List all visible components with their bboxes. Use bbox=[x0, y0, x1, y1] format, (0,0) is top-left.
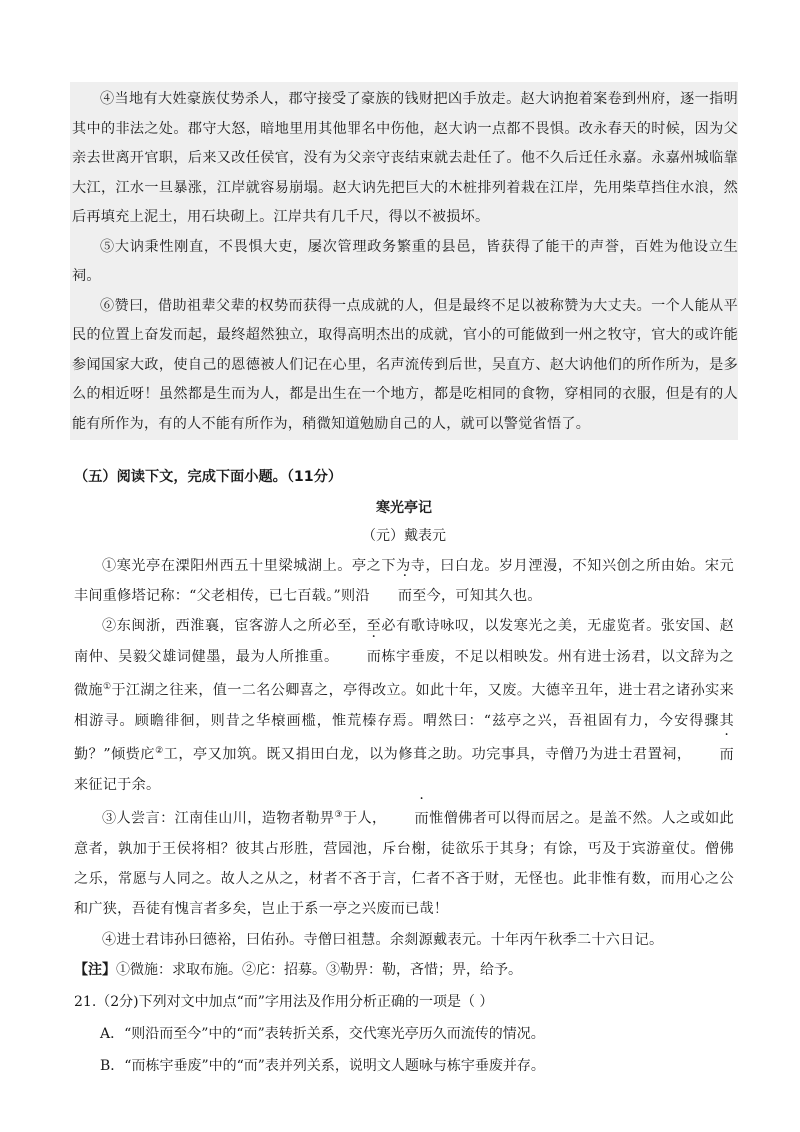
note-label: 【注】 bbox=[74, 961, 116, 978]
section-heading: （五）阅读下文，完成下面小题。（11分） bbox=[74, 469, 343, 485]
essay-paragraph-4: ④进士君讳孙曰德裕，曰佑孙。寺僧曰祖慧。余剡源戴表元。十年丙午秋季二十六日记。 bbox=[102, 931, 664, 948]
essay-title: 寒光亭记 bbox=[376, 500, 432, 516]
question-21: 21.（2分)下列对文中加点“而”字用法及作用分析正确的一项是（ ） bbox=[74, 993, 494, 1010]
option-b[interactable]: B．“而栋宇垂废”中的“而”表并列关系，说明文人题咏与栋宇垂废并存。 bbox=[100, 1057, 545, 1074]
footnote-marker: ① bbox=[102, 681, 112, 692]
essay-author: （元）戴表元 bbox=[362, 528, 446, 544]
footnote-marker: ③ bbox=[334, 810, 343, 820]
translation-paragraph-5: ⑤大讷秉性刚直，不畏惧大吏，屡次管理政务繁重的县邑，皆获得了能干的声誉，百姓为他设立生祠。 bbox=[72, 238, 738, 284]
essay-paragraph-3: ③人尝言：江南佳山川，造物者勒畀③于人， 而惟僧佛者可以得而居之。是盖不然。人之或如此意者，孰加于王侯将相？彼其占形胜，营园池，斥台榭，徒欲乐于其身；有馀，丐及于宾游童仗。僧佛之乐，常愿与人同之。故人之从之，材者不吝于言，仁者不吝于财，无怪也。此非惟有数，而用心之公和广狭，吾徒有愧言者多矣，岂止于系一亭之兴废而已哉！ bbox=[74, 800, 734, 925]
footnote-marker: ② bbox=[155, 745, 164, 756]
note-text: ①微施：求取布施。②庀：招募。③勒畀：勒，吝惜；畀，给予。 bbox=[116, 961, 522, 978]
translation-passage-block bbox=[70, 82, 738, 440]
option-a[interactable]: A．“则沿而至今”中的“而”表转折关系，交代寒光亭历久而流传的情况。 bbox=[100, 1025, 545, 1042]
essay-paragraph-1: ①寒光亭在溧阳州西五十里梁城湖上。亭之下为寺，曰白龙。岁月湮漫，不知兴创之所由始。宋元丰间重修塔记称：“父老相传，已七百载。”则沿 而至今，可知其久也。 bbox=[74, 551, 734, 611]
essay-body bbox=[74, 551, 734, 955]
dotted-er: 而 bbox=[397, 588, 413, 605]
dotted-er: 而 bbox=[719, 746, 734, 763]
dotted-er: 而 bbox=[366, 648, 382, 665]
section-five bbox=[74, 465, 734, 1082]
translation-paragraph-6: ⑥赞曰，借助祖辈父辈的权势而获得一点成就的人，但是最终不足以被称赞为大丈夫。一个人能从平民的位置上奋发而起，最终超然独立，取得高明杰出的成就，官小的可能做到一州之牧守，官大的或许能参闻国家大政，使自己的恩德被人们记在心里，名声流传到后世，吴直方、赵大讷他们的所作所为，是多么的相近呀！虽然都是生而为人，都是出生在一个地方，都是吃相同的食物，穿相同的衣服，但是有的人能有所作为，有的人不能有所作为，稍微知道勉励自己的人，就可以警觉省悟了。 bbox=[72, 297, 738, 432]
translation-paragraph-4: ④当地有大姓豪族仗势杀人，郡守接受了豪族的钱财把凶手放走。赵大讷抱着案卷到州府，逐一指明其中的非法之处。郡守大怒，暗地里用其他罪名中伤他，赵大讷一点都不畏惧。改永春天的时候，因为父亲去世离开官职，后来又改任侯官，没有为父亲守丧结束就去赴任了。他不久后迁任永嘉。永嘉州城临靠大江，江水一旦暴涨，江岸就容易崩塌。赵大讷先把巨大的木桩排列着栽在江岸，先用柴草挡住水浪，然后再填充上泥土，用石块砌上。江岸共有几千尺，得以不被损坏。 bbox=[72, 91, 738, 225]
dotted-er: 而 bbox=[414, 810, 429, 827]
annotation-note bbox=[74, 955, 734, 986]
essay-paragraph-2: ②东闽浙，西淮襄，宦客游人之所必至，至必有歌诗咏叹，以发寒光之美，无虚览者。张安国、赵南仲、吴毅父雄词健墨，最为人所推重。 而栋宇垂废，不足以相映发。州有进士汤君，以文辞为之微施①于江湖之往来，值一二名公卿喜之，亭得改立。如此十年，又废。大德辛丑年，进士君之诸孙实来相游寻。顾瞻徘徊，则昔之华榱画槛，惟荒榛存焉。喟然曰：“兹亭之兴，吾祖固有力，今安得骤其勤？”倾赀庀②工，亭又加筑。既又捐田白龙，以为修葺之助。功完事具，寺僧乃为进士君置祠， 而来征记于余。 bbox=[74, 618, 734, 793]
